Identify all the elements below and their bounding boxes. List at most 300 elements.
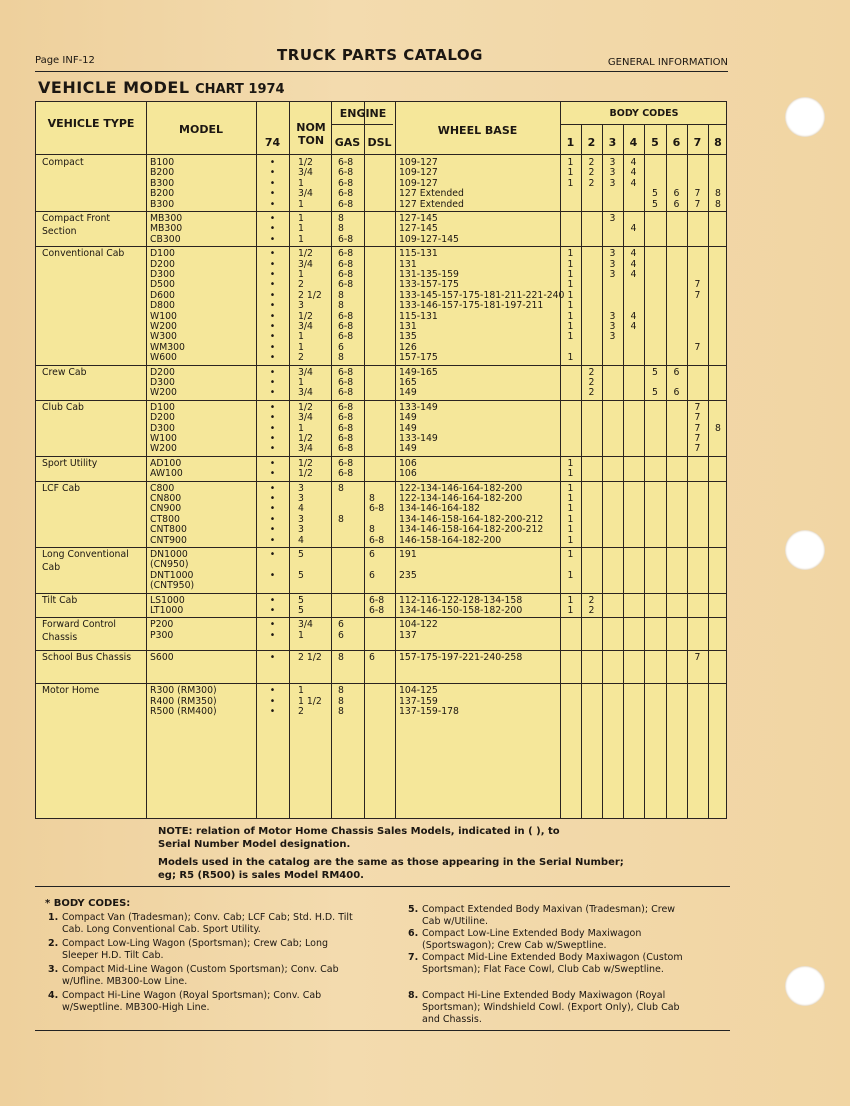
body-code-cell: 6 — [673, 366, 680, 378]
body-code-cell: 3 — [609, 167, 616, 179]
body-code-cell: 1 — [567, 594, 574, 606]
gas-cell: 8 — [338, 289, 344, 301]
year-dot-cell: • — [269, 269, 276, 280]
ton-cell: 3/4 — [298, 321, 313, 332]
model-cell: W200 — [150, 321, 177, 332]
note-models: Models used in the catalog are the same as those appearing in the Serial Number; eg; R5 (R500) is sales Model RM400. — [158, 857, 624, 881]
body-code-cell: 4 — [630, 258, 637, 270]
wheel-base-cell: 133-149 — [399, 401, 438, 413]
body-code-cell: 1 — [567, 605, 574, 616]
body-code-cell: 1 — [567, 331, 574, 343]
model-cell: B300 — [150, 177, 175, 189]
header-bottom-rule — [36, 154, 726, 155]
wheel-base-cell: 149 — [399, 443, 417, 455]
body-code-cell: 1 — [567, 513, 574, 525]
group-divider — [36, 400, 726, 401]
body-code-number: 1. — [48, 912, 59, 923]
model-cell: MB300 — [150, 213, 183, 224]
body-code-cell: 4 — [630, 310, 637, 322]
binder-hole — [785, 530, 825, 570]
model-cell: D300 — [150, 377, 175, 388]
footer-rule — [35, 1030, 730, 1031]
body-code-description: Compact Hi-Line Wagon (Royal Sportsman); Conv. Cab w/Sweptline. MB300-High Line. — [62, 990, 322, 1013]
body-code-cell: 5 — [652, 188, 658, 200]
group-divider — [36, 211, 726, 212]
ton-cell: 1 — [298, 685, 304, 697]
year-dot-cell: • — [269, 167, 276, 179]
body-code-cell: 4 — [630, 157, 637, 168]
ton-cell: 1 — [298, 377, 304, 388]
body-codes-title: * BODY CODES: — [45, 898, 131, 909]
model-cell: W100 — [150, 433, 177, 444]
body-code-number: 3. — [48, 964, 59, 975]
body-code-cell: 1 — [567, 300, 574, 312]
year-dot-cell: • — [269, 310, 276, 322]
body-code-cell: 5 — [652, 366, 658, 378]
chart-title — [38, 78, 285, 97]
gas-cell: 6-8 — [338, 198, 354, 210]
year-dot-cell: • — [269, 457, 276, 469]
ton-cell: 2 — [298, 706, 304, 718]
year-dot-cell: • — [269, 433, 276, 444]
body-code-cell: 4 — [630, 223, 637, 235]
gas-cell: 8 — [338, 695, 344, 707]
group-divider — [36, 547, 726, 548]
body-code-cell: 2 — [588, 387, 595, 399]
vehicle-type-label: Long Conventional Cab — [42, 549, 129, 573]
body-code-cell: 4 — [630, 321, 637, 332]
ton-cell: 5 — [298, 594, 304, 606]
body-code-cell: 1 — [567, 549, 574, 560]
model-cell: W200 — [150, 443, 177, 455]
model-cell: CN800 — [150, 493, 182, 504]
col-header-model: MODEL — [179, 123, 223, 136]
model-cell: W600 — [150, 352, 177, 364]
group-divider — [36, 650, 726, 651]
model-cell: S600 — [150, 652, 174, 664]
model-cell: CT800 — [150, 513, 180, 525]
year-dot-cell: • — [269, 524, 276, 536]
model-cell: AW100 — [150, 468, 183, 480]
model-cell: MB300 — [150, 223, 183, 235]
wheel-base-cell: 115-131 — [399, 310, 438, 322]
ton-cell: 1 — [298, 177, 304, 189]
model-cell: R400 (RM350) — [150, 695, 217, 707]
wheel-base-cell: 112-116-122-128-134-158 — [399, 594, 523, 606]
ton-cell: 2 1/2 — [298, 289, 322, 301]
ton-cell: 3/4 — [298, 167, 313, 179]
model-cell: R300 (RM300) — [150, 685, 217, 697]
chart-title-sub: CHART 1974 — [195, 82, 285, 97]
model-cell: C800 — [150, 482, 175, 494]
col-header-gas: GAS — [334, 136, 361, 149]
body-code-description: Compact Mid-Line Wagon (Custom Sportsman); Conv. Cab w/Ufline. MB300-Low Line. — [62, 964, 339, 987]
model-cell: LS1000 — [150, 594, 185, 606]
year-dot-cell: • — [269, 279, 276, 291]
body-code-cell: 3 — [609, 269, 616, 280]
body-code-cell: 6 — [673, 188, 680, 200]
group-divider — [36, 365, 726, 366]
year-dot-cell: • — [269, 569, 276, 581]
col-header-engine: ENGINE — [339, 107, 387, 120]
year-dot-cell: • — [269, 352, 276, 364]
body-code-cell: 8 — [715, 198, 721, 210]
body-code-number: 7. — [408, 952, 419, 963]
group-divider — [36, 593, 726, 594]
gas-cell: 6-8 — [338, 443, 354, 455]
ton-cell: 4 — [298, 534, 304, 546]
ton-cell: 3/4 — [298, 412, 313, 424]
body-code-cell: 4 — [630, 269, 637, 280]
year-dot-cell: • — [269, 387, 276, 399]
vehicle-type-label: LCF Cab — [42, 482, 81, 494]
year-dot-cell: • — [269, 331, 276, 343]
wheel-base-cell: 135 — [399, 331, 417, 343]
gas-cell: 6-8 — [338, 366, 354, 378]
vehicle-type-label: Crew Cab — [42, 366, 87, 378]
body-code-cell: 5 — [652, 387, 658, 399]
col-divider — [364, 102, 365, 818]
body-code-cell: 1 — [567, 167, 574, 179]
gas-cell: 6-8 — [338, 310, 354, 322]
ton-cell: 1 — [298, 331, 304, 343]
year-dot-cell: • — [269, 493, 276, 504]
body-code-cell: 1 — [567, 468, 574, 480]
body-code-cell: 2 — [588, 377, 595, 388]
ton-cell: 3 — [298, 493, 304, 504]
ton-cell: 2 1/2 — [298, 652, 322, 664]
binder-hole — [785, 97, 825, 137]
wheel-base-cell: 134-146-164-182 — [399, 503, 481, 515]
body-code-description: Compact Low-Ling Wagon (Sportsman); Crew Cab; Long Sleeper H.D. Tilt Cab. — [62, 938, 328, 961]
wheel-base-cell: 104-125 — [399, 685, 438, 697]
body-code-cell: 6 — [673, 387, 680, 399]
vehicle-type-label: Tilt Cab — [42, 594, 78, 606]
body-code-cell: 1 — [567, 482, 574, 494]
gas-cell: 6-8 — [338, 258, 354, 270]
year-dot-cell: • — [269, 366, 276, 378]
wheel-base-cell: 165 — [399, 377, 417, 388]
year-dot-cell: • — [269, 321, 276, 332]
col-header-body-code-1: 1 — [566, 136, 575, 149]
wheel-base-cell: 149 — [399, 387, 417, 399]
wheel-base-cell: 127 Extended — [399, 198, 464, 210]
body-code-cell: 7 — [694, 289, 701, 301]
model-cell: (CNT950) — [150, 580, 195, 592]
gas-cell: 6-8 — [338, 412, 354, 424]
body-code-cell: 3 — [609, 331, 616, 343]
ton-cell: 2 — [298, 352, 304, 364]
ton-cell: 3/4 — [298, 443, 313, 455]
vehicle-type-label: Sport Utility — [42, 457, 98, 469]
model-cell: P200 — [150, 619, 174, 631]
model-cell: CN900 — [150, 503, 182, 515]
body-code-cell: 2 — [588, 605, 595, 616]
body-code-cell: 1 — [567, 524, 574, 536]
col-divider — [331, 102, 332, 818]
year-dot-cell: • — [269, 695, 276, 707]
ton-cell: 1 — [298, 198, 304, 210]
wheel-base-cell: 131 — [399, 321, 417, 332]
body-code-number: 2. — [48, 938, 59, 949]
model-cell: D100 — [150, 248, 175, 260]
body-code-number: 6. — [408, 928, 419, 939]
gas-cell: 6-8 — [338, 387, 354, 399]
gas-cell: 8 — [338, 223, 344, 235]
col-divider — [708, 124, 709, 818]
year-dot-cell: • — [269, 223, 276, 235]
model-cell: D600 — [150, 289, 175, 301]
section-label: GENERAL INFORMATION — [607, 57, 728, 68]
model-cell: DNT1000 — [150, 569, 194, 581]
year-dot-cell: • — [269, 233, 276, 245]
gas-cell: 6-8 — [338, 233, 354, 245]
wheel-base-cell: 157-175 — [399, 352, 438, 364]
col-header-body-code-2: 2 — [587, 136, 596, 149]
body-code-cell: 7 — [694, 279, 701, 291]
ton-cell: 3 — [298, 300, 304, 312]
gas-cell: 8 — [338, 300, 344, 312]
body-code-cell: 2 — [588, 177, 595, 189]
ton-cell: 3/4 — [298, 188, 313, 200]
model-cell: LT1000 — [150, 605, 184, 616]
wheel-base-cell: 134-146-158-164-182-200-212 — [399, 513, 544, 525]
model-cell: B200 — [150, 167, 175, 179]
body-code-cell: 1 — [567, 493, 574, 504]
body-code-cell: 1 — [567, 321, 574, 332]
vehicle-type-label: Compact — [42, 157, 84, 168]
body-code-cell: 2 — [588, 157, 595, 168]
model-cell: D200 — [150, 366, 175, 378]
col-divider — [644, 124, 645, 818]
body-code-cell: 3 — [609, 321, 616, 332]
ton-cell: 1/2 — [298, 433, 313, 444]
dsl-cell: 8 — [369, 524, 375, 536]
year-dot-cell: • — [269, 258, 276, 270]
body-code-cell: 1 — [567, 534, 574, 546]
model-cell: D200 — [150, 258, 175, 270]
bodycode-divider — [560, 124, 726, 125]
year-dot-cell: • — [269, 482, 276, 494]
wheel-base-cell: 109-127 — [399, 177, 438, 189]
year-dot-cell: • — [269, 652, 276, 664]
body-code-cell: 4 — [630, 177, 637, 189]
ton-cell: 1/2 — [298, 457, 313, 469]
col-header-year: 74 — [264, 136, 281, 149]
col-header-body-code-3: 3 — [608, 136, 617, 149]
body-code-number: 4. — [48, 990, 59, 1001]
wheel-base-cell: 131-135-159 — [399, 269, 459, 280]
wheel-base-cell: 134-146-150-158-182-200 — [399, 605, 523, 616]
wheel-base-cell: 149-165 — [399, 366, 438, 378]
body-code-cell: 2 — [588, 167, 595, 179]
year-dot-cell: • — [269, 412, 276, 424]
gas-cell: 6-8 — [338, 401, 354, 413]
gas-cell: 6-8 — [338, 188, 354, 200]
body-code-cell: 7 — [694, 188, 701, 200]
body-code-cell: 3 — [609, 177, 616, 189]
binder-hole — [785, 966, 825, 1006]
body-code-cell: 1 — [567, 289, 574, 301]
wheel-base-cell: 122-134-146-164-182-200 — [399, 482, 523, 494]
model-cell: D800 — [150, 300, 175, 312]
vehicle-type-label: Forward Control Chassis — [42, 619, 116, 643]
wheel-base-cell: 134-146-158-164-182-200-212 — [399, 524, 544, 536]
group-divider — [36, 456, 726, 457]
ton-cell: 3 — [298, 482, 304, 494]
group-divider — [36, 683, 726, 684]
model-cell: R500 (RM400) — [150, 706, 217, 718]
model-cell: W300 — [150, 331, 177, 343]
col-divider — [602, 124, 603, 818]
gas-cell: 8 — [338, 706, 344, 718]
wheel-base-cell: 137 — [399, 629, 417, 641]
body-code-number: 5. — [408, 904, 419, 915]
ton-cell: 3 — [298, 524, 304, 536]
wheel-base-cell: 115-131 — [399, 248, 438, 260]
gas-cell: 6-8 — [338, 457, 354, 469]
wheel-base-cell: 191 — [399, 549, 417, 560]
engine-divider — [331, 124, 393, 125]
model-cell: AD100 — [150, 457, 182, 469]
chart-title-main: VEHICLE MODEL — [38, 78, 190, 97]
model-cell: B300 — [150, 198, 175, 210]
year-dot-cell: • — [269, 443, 276, 455]
gas-cell: 6 — [338, 629, 344, 641]
model-cell: B100 — [150, 157, 175, 168]
gas-cell: 6-8 — [338, 422, 354, 434]
body-code-cell: 3 — [609, 258, 616, 270]
ton-cell: 4 — [298, 503, 304, 515]
wheel-base-cell: 104-122 — [399, 619, 438, 631]
body-code-cell: 1 — [567, 457, 574, 469]
col-header-nom-ton: NOM TON — [296, 121, 326, 147]
body-code-cell: 1 — [567, 157, 574, 168]
dsl-cell: 8 — [369, 493, 375, 504]
gas-cell: 6-8 — [338, 321, 354, 332]
col-header-body-code-4: 4 — [629, 136, 638, 149]
ton-cell: 1 — [298, 233, 304, 245]
ton-cell: 5 — [298, 549, 304, 560]
model-cell: (CN950) — [150, 559, 189, 571]
year-dot-cell: • — [269, 605, 276, 616]
year-dot-cell: • — [269, 422, 276, 434]
wheel-base-cell: 109-127-145 — [399, 233, 459, 245]
body-code-cell: 2 — [588, 366, 595, 378]
ton-cell: 1 — [298, 269, 304, 280]
col-divider — [687, 124, 688, 818]
gas-cell: 8 — [338, 213, 344, 224]
gas-cell: 8 — [338, 482, 344, 494]
wheel-base-cell: 133-149 — [399, 433, 438, 444]
ton-cell: 3/4 — [298, 258, 313, 270]
wheel-base-cell: 126 — [399, 341, 417, 353]
body-code-cell: 3 — [609, 213, 616, 224]
ton-cell: 1 1/2 — [298, 695, 322, 707]
year-dot-cell: • — [269, 549, 276, 560]
body-code-cell: 1 — [567, 248, 574, 260]
group-divider — [36, 481, 726, 482]
model-cell: W100 — [150, 310, 177, 322]
body-code-cell: 4 — [630, 248, 637, 260]
body-code-cell: 3 — [609, 248, 616, 260]
model-cell: D300 — [150, 422, 175, 434]
model-cell: WM300 — [150, 341, 185, 353]
vehicle-type-label: Conventional Cab — [42, 248, 125, 260]
gas-cell: 8 — [338, 685, 344, 697]
vehicle-type-label: Club Cab — [42, 401, 84, 413]
gas-cell: 6 — [338, 341, 344, 353]
body-code-cell: 3 — [609, 157, 616, 168]
model-cell: DN1000 — [150, 549, 188, 560]
col-header-body-codes: BODY CODES — [609, 108, 679, 119]
ton-cell: 5 — [298, 605, 304, 616]
body-code-cell: 1 — [567, 269, 574, 280]
wheel-base-cell: 127-145 — [399, 223, 438, 235]
year-dot-cell: • — [269, 401, 276, 413]
dsl-cell: 6-8 — [369, 503, 385, 515]
year-dot-cell: • — [269, 594, 276, 606]
dsl-cell: 6-8 — [369, 605, 385, 616]
body-code-cell: 1 — [567, 352, 574, 364]
group-divider — [36, 617, 726, 618]
year-dot-cell: • — [269, 188, 276, 200]
dsl-cell: 6-8 — [369, 594, 385, 606]
col-divider — [289, 102, 290, 818]
ton-cell: 1/2 — [298, 468, 313, 480]
wheel-base-cell: 137-159 — [399, 695, 438, 707]
gas-cell: 6-8 — [338, 433, 354, 444]
body-code-description: Compact Van (Tradesman); Conv. Cab; LCF Cab; Std. H.D. Tilt Cab. Long Conventional Cab. Sport Utility. — [62, 912, 353, 935]
model-cell: CNT800 — [150, 524, 187, 536]
wheel-base-cell: 127-145 — [399, 213, 438, 224]
ton-cell: 1 — [298, 422, 304, 434]
body-code-cell: 6 — [673, 198, 680, 210]
body-code-description: Compact Mid-Line Extended Body Maxiwagon (Custom Sportsman); Flat Face Cowl, Club Cab w/Sweptline. — [422, 952, 683, 975]
ton-cell: 2 — [298, 279, 304, 291]
year-dot-cell: • — [269, 157, 276, 168]
wheel-base-cell: 122-134-146-164-182-200 — [399, 493, 523, 504]
year-dot-cell: • — [269, 341, 276, 353]
gas-cell: 6-8 — [338, 279, 354, 291]
ton-cell: 1 — [298, 341, 304, 353]
ton-cell: 1 — [298, 213, 304, 224]
body-code-cell: 4 — [630, 167, 637, 179]
wheel-base-cell: 137-159-178 — [399, 706, 459, 718]
body-code-number: 8. — [408, 990, 419, 1001]
gas-cell: 6 — [338, 619, 344, 631]
group-divider — [36, 246, 726, 247]
body-code-cell: 1 — [567, 177, 574, 189]
col-header-body-code-6: 6 — [672, 136, 681, 149]
ton-cell: 1 — [298, 629, 304, 641]
gas-cell: 6-8 — [338, 377, 354, 388]
ton-cell: 1/2 — [298, 157, 313, 168]
year-dot-cell: • — [269, 503, 276, 515]
body-code-cell: 7 — [694, 198, 701, 210]
body-code-description: Compact Low-Line Extended Body Maxiwagon (Sportswagon); Crew Cab w/Sweptline. — [422, 928, 642, 951]
gas-cell: 6-8 — [338, 157, 354, 168]
ton-cell: 1 — [298, 223, 304, 235]
model-cell: CNT900 — [150, 534, 187, 546]
body-code-cell: 2 — [588, 594, 595, 606]
header-rule — [35, 71, 728, 72]
year-dot-cell: • — [269, 289, 276, 301]
body-code-description: Compact Hi-Line Extended Body Maxiwagon (Royal Sportsman); Windshield Cowl. (Export Only), Club Cab and Chassis. — [422, 990, 680, 1025]
dsl-cell: 6 — [369, 549, 375, 560]
wheel-base-cell: 133-145-157-175-181-211-221-240 — [399, 289, 565, 301]
dsl-cell: 6 — [369, 569, 375, 581]
